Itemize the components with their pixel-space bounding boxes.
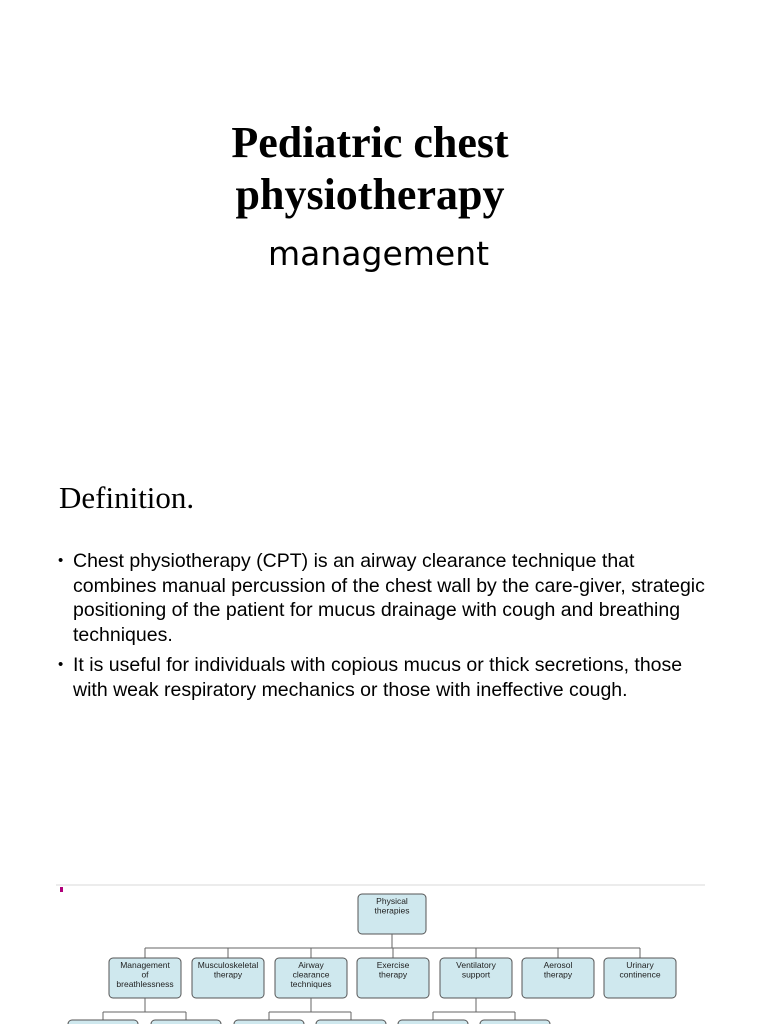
node-child-5-label: Aerosol xyxy=(543,960,573,970)
node-grandchild-partial xyxy=(398,1020,468,1024)
node-child-2-label: clearance xyxy=(292,969,330,980)
node-child-3-label: Exercise xyxy=(376,960,410,970)
node-child-5-label: therapy xyxy=(543,969,573,980)
slide-title xyxy=(0,117,740,221)
node-child-0-label: breathlessness xyxy=(116,979,174,989)
node-child-2-label: Airway xyxy=(298,960,324,970)
tree-group xyxy=(68,894,676,1024)
physical-therapies-diagram xyxy=(0,878,768,1024)
node-child-3 xyxy=(357,958,429,998)
definition-bullets xyxy=(56,549,716,708)
title-line-2: physiotherapy xyxy=(235,170,505,219)
node-child-6-label: continence xyxy=(619,969,661,980)
node-child-0-label: of xyxy=(141,969,149,980)
node-child-1 xyxy=(192,958,264,998)
node-child-6-label: Urinary xyxy=(626,960,654,970)
slide-subtitle: management xyxy=(268,234,490,273)
definition-heading: Definition. xyxy=(59,480,195,515)
node-child-6 xyxy=(604,958,676,998)
node-child-4-label: support xyxy=(461,969,491,980)
node-child-4-label: Ventilatory xyxy=(456,960,496,970)
node-child-5 xyxy=(522,958,594,998)
bullet-item: • Chest physiotherapy (CPT) is an airway clearance technique that combines manual percussion of the chest wall by the care-giver, strategic positioning of the patient for mucus drainage with cough and breathing techniques. xyxy=(56,549,716,647)
node-grandchild-partial xyxy=(316,1020,386,1024)
node-child-2 xyxy=(275,958,347,998)
node-physical-therapies-label: Physical xyxy=(376,896,408,906)
node-physical-therapies xyxy=(358,894,426,934)
bullet-item: • It is useful for individuals with copious mucus or thick secretions, those with weak respiratory mechanics or those with ineffective cough. xyxy=(56,653,716,702)
node-child-1-label: therapy xyxy=(213,969,243,980)
node-child-4 xyxy=(440,958,512,998)
node-child-2-label: techniques xyxy=(290,979,332,989)
node-child-3-label: therapy xyxy=(378,969,408,980)
node-physical-therapies-label: therapies xyxy=(374,905,410,916)
node-grandchild-partial xyxy=(151,1020,221,1024)
node-child-1-label: Musculoskeletal xyxy=(197,960,259,970)
title-line-1: Pediatric chest xyxy=(231,118,509,167)
slide-marker xyxy=(60,887,63,892)
node-grandchild-partial xyxy=(480,1020,550,1024)
node-child-0-label: Management xyxy=(120,960,170,970)
node-grandchild-partial xyxy=(234,1020,304,1024)
node-grandchild-partial xyxy=(68,1020,138,1024)
node-child-0 xyxy=(109,958,181,998)
